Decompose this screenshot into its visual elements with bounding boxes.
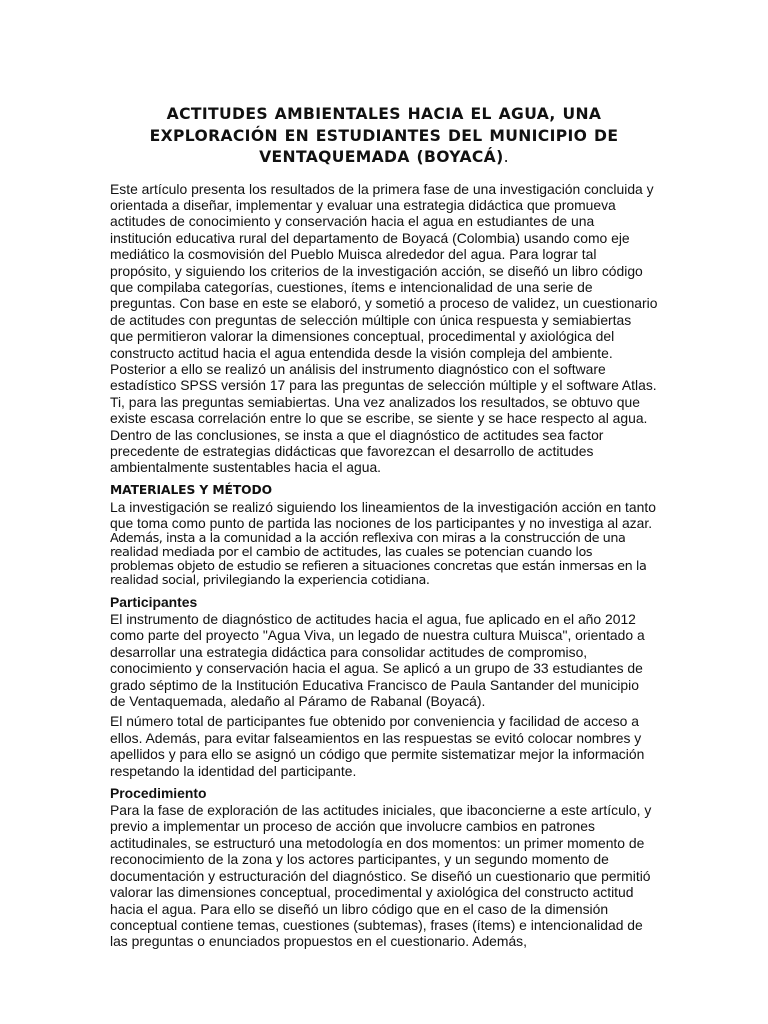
abstract-paragraph: Este artículo presenta los resultados de la primera fase de una investigación concluida y orientada a diseñar, implementar y evaluar una estrategia didáctica que promueva actitudes de conocimiento y conservación hacia el agua en estudiantes de una institución educativa rural del departamento de Boyacá (Colombia) usando como eje mediático la cosmovisión del Pueblo Muisca alrededor del agua. Para lograr tal propósito, y siguiendo los criterios de la investigación acción, se diseñó un libro código que compilaba categorías, cuestiones, ítems e intencionalidad de una serie de preguntas. Con base en este se elaboró, y sometió a proceso de validez, un cuestionario de actitudes con preguntas de selección múltiple con única respuesta y semiabiertas que permitieron valorar la dimensiones conceptual, procedimental y axiológica del constructo actitud hacia el agua entendida desde la visión compleja del ambiente. Posterior a ello se realizó un análisis del instrumento diagnóstico con el software estadístico SPSS versión 17 para las preguntas de selección múltiple y el software Atlas. Ti, para las preguntas semiabiertas. Una vez analizados los resultados, se obtuvo que existe escasa correlación entre lo que se escribe, se siente y se hace respecto al agua. Dentro de las conclusiones, se insta a que el diagnóstico de actitudes sea factor precedente de estrategias didácticas que favorezcan el desarrollo de actitudes ambientalmente sustentables hacia el agua. [110,180,658,476]
section-heading-procedure: Procedimiento [110,785,207,802]
procedure-paragraph: Para la fase de exploración de las actitudes iniciales, que ibaconcierne a este artículo, y previo a implementar un proceso de acción que involucre cambios en patrones actitudinales, se estructuró una metodología en dos momentos: un primer momento de reconocimiento de la zona y los actores participantes, y un segundo momento de documentación y estructuración del diagnóstico. Se diseñó un cuestionario que permitió valorar las dimensiones conceptual, procedimental y axiológica del constructo actitud hacia el agua. Para ello se diseñó un libro código que en el caso de la dimensión conceptual contiene temas, cuestiones (subtemas), frases (ítems) e intencionalidad de las preguntas o enunciados propuestos en el cuestionario. Además, [110,802,652,950]
section-heading-materials: MATERIALES Y MÉTODO [110,482,272,497]
participants-paragraph-2: El número total de participantes fue obtenido por conveniencia y facilidad de acceso a ellos. Además, para evitar falseamientos en las respuestas se evitó colocar nombres y apellidos y para ello se asignó un código que permite sistematizar mejor la información respetando la identidad del participante. [110,713,645,779]
document-page [110,104,658,950]
materials-paragraph-continued: Además, insta a la comunidad a la acción reflexiva con miras a la construcción de una realidad mediada por el cambio de actitudes, las cuales se potencian cuando los problemas objeto de estudio se refieren a situaciones concretas que están inmersas en la realidad social, privilegiando la experiencia cotidiana. [110,530,647,588]
materials-paragraph: La investigación se realizó siguiendo los lineamientos de la investigación acción en tanto que toma como punto de partida las nociones de los participantes y no investiga al azar. [110,498,656,532]
section-heading-participants: Participantes [110,594,198,610]
title-text: ACTITUDES AMBIENTALES HACIA EL AGUA, UNA EXPLORACIÓN EN ESTUDIANTES DEL MUNICIPIO DE VENTAQUEMADA (BOYACÁ) [149,105,619,166]
title-period: . [503,148,509,166]
participants-paragraph-1: El instrumento de diagnóstico de actitudes hacia el agua, fue aplicado en el año 2012 como parte del proyecto "Agua Viva, un legado de nuestra cultura Muisca", orientado a desarrollar una estrategia didáctica para consolidar actitudes de compromiso, conocimiento y conservación hacia el agua. Se aplicó a un grupo de 33 estudiantes de grado séptimo de la Institución Educativa Francisco de Paula Santander del municipio de Ventaquemada, aledaño al Páramo de Rabanal (Boyacá). [110,611,645,710]
document-title [110,104,658,169]
